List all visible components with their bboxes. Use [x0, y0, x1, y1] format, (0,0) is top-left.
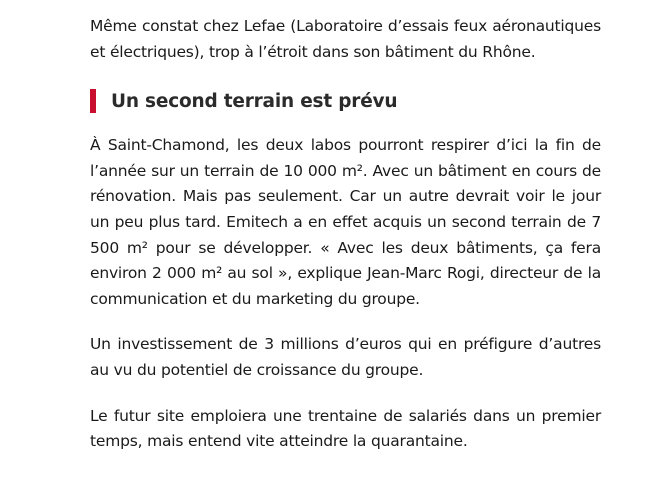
article-body — [90, 14, 601, 455]
paragraph-1: Même constat chez Lefae (Laboratoire d’essais feux aéronautiques et électriques), trop à l’étroit dans son bâtiment du Rhône. — [90, 17, 601, 61]
section-heading — [90, 88, 601, 114]
heading-accent-bar — [90, 89, 96, 113]
paragraph-4: Le futur site emploiera une trentaine de salariés dans un premier temps, mais entend vite atteindre la quarantaine. — [90, 406, 601, 451]
paragraph-3: Un investissement de 3 millions d’euros qui en préfigure d’autres au vu du potentiel de croissance du groupe. — [90, 335, 601, 379]
paragraph-2: À Saint-Chamond, les deux labos pourront respirer d’ici la fin de l’année sur un terrain de 10 000 m². Avec un bâtiment en cours de rénovation. Mais pas seulement. Car un autre devrait voir le jour un peu plus tard. Emitech a en effet acquis un second terrain de 7 500 m² pour se développer. « Avec les deux bâtiments, ça fera environ 2 000 m² au sol », explique Jean-Marc Rogi, directeur de la communication et du marketing du groupe. — [90, 136, 601, 308]
heading-text: Un second terrain est prévu — [111, 90, 398, 112]
